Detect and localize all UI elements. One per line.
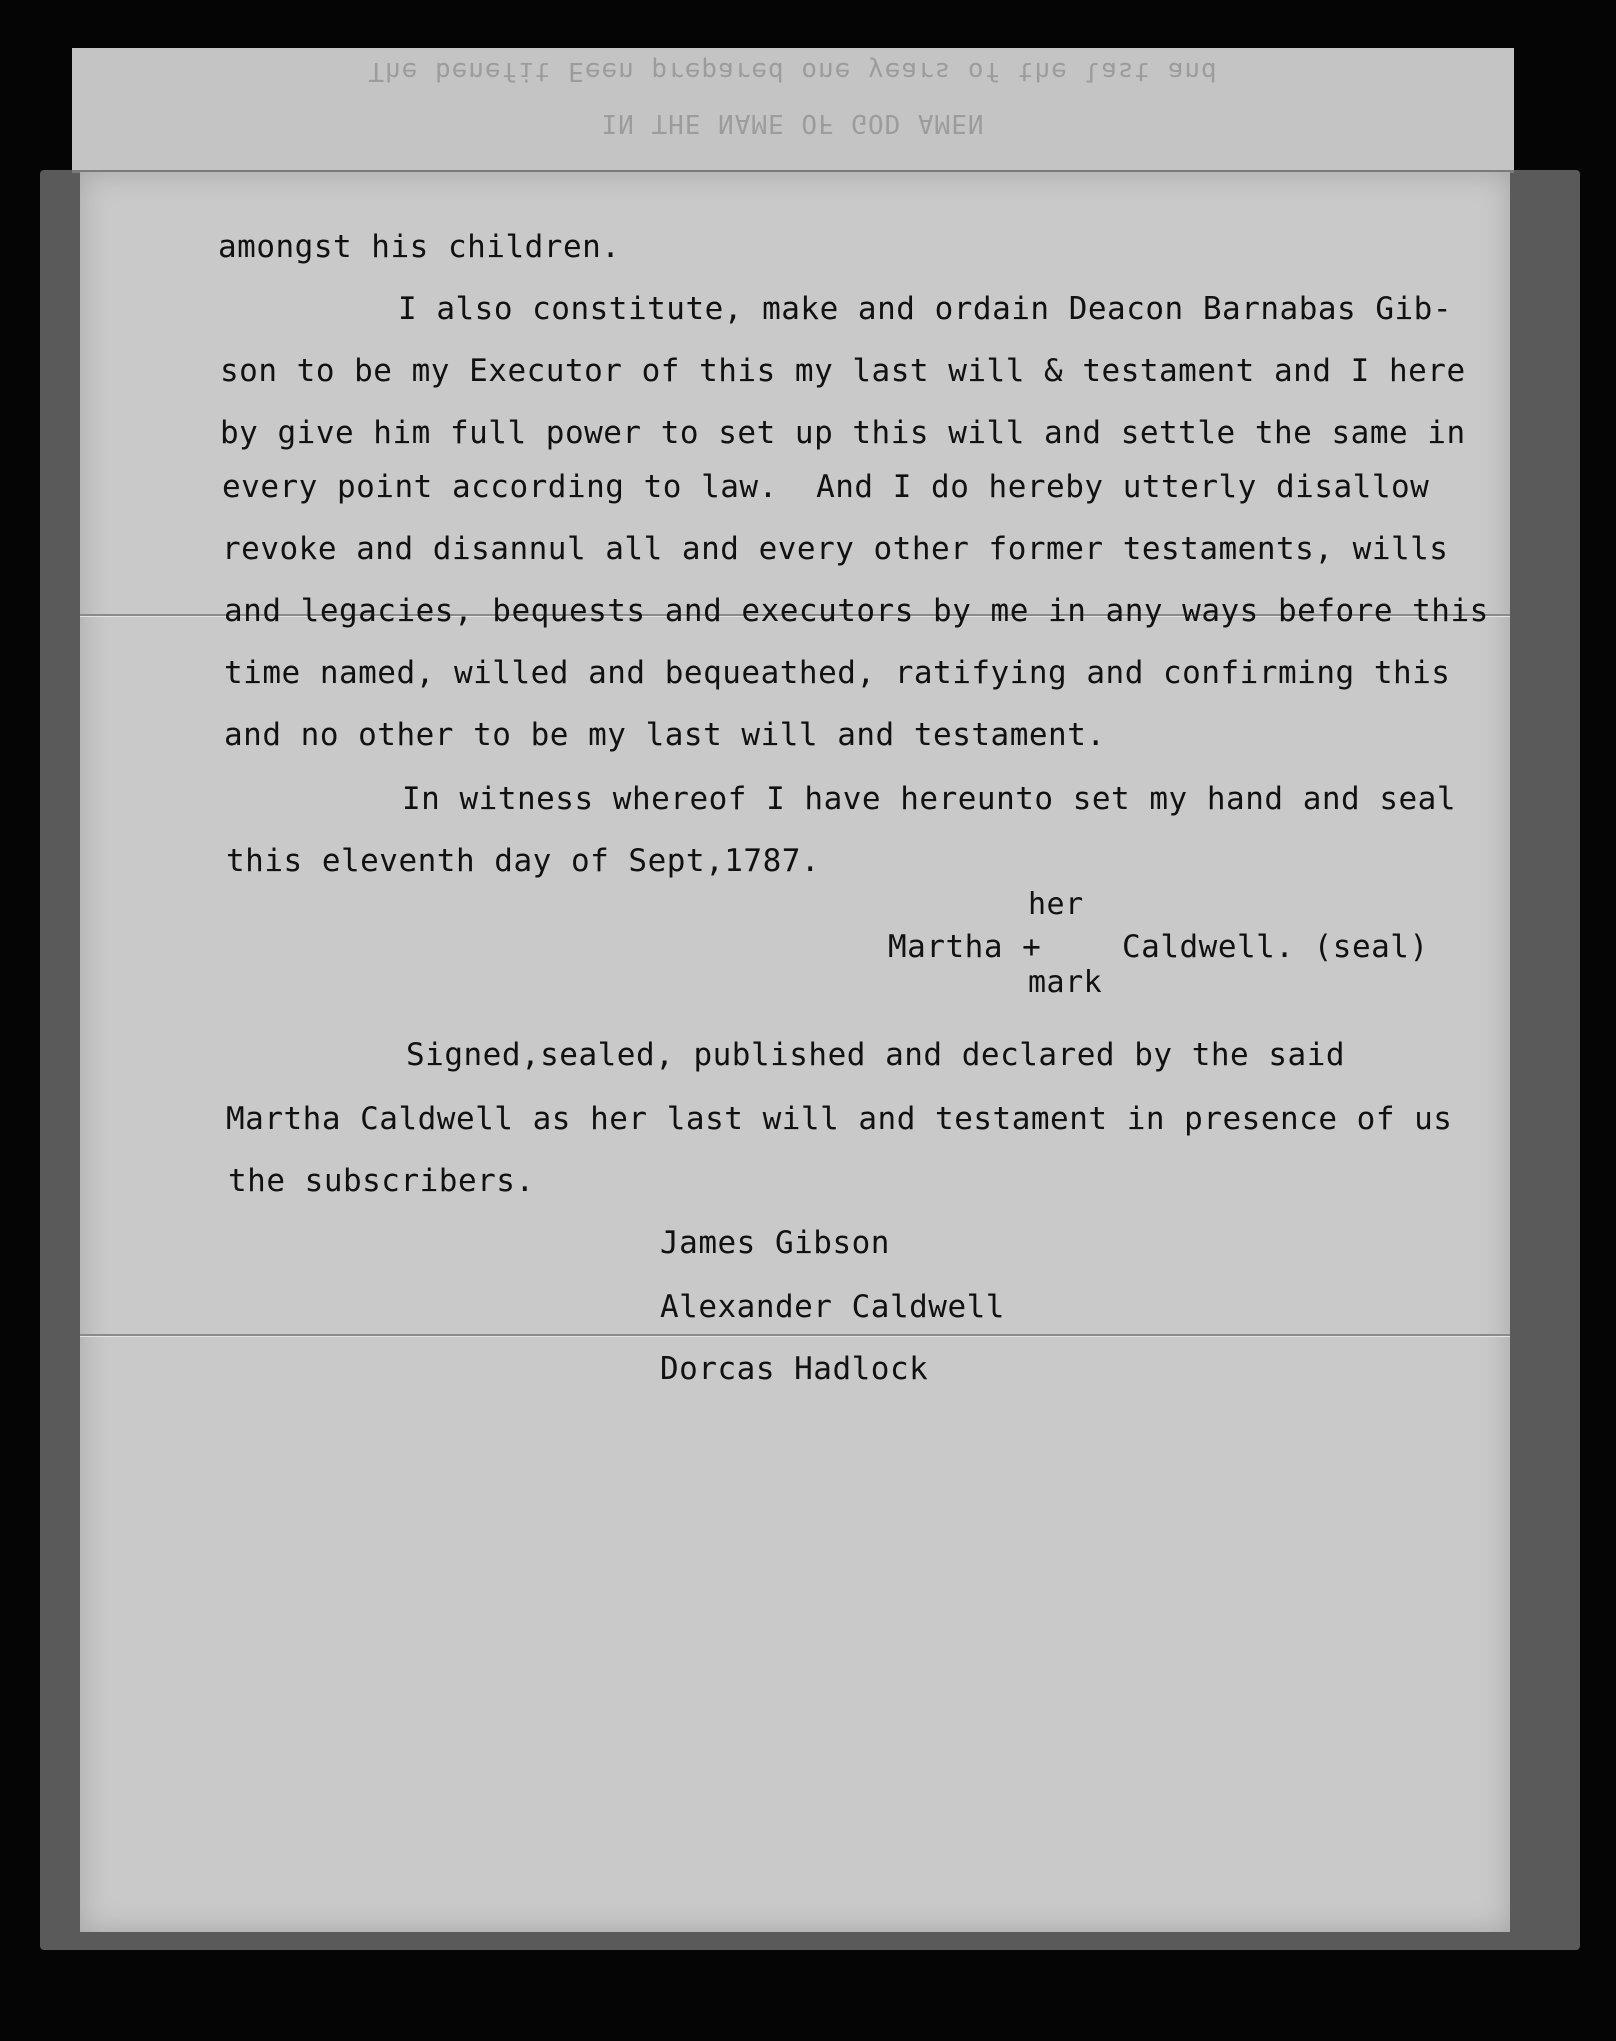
attestation-line: the subscribers.	[228, 1163, 535, 1199]
document-page	[80, 172, 1510, 1932]
signature-first-name: Martha +	[888, 929, 1042, 965]
text-line: son to be my Executor of this my last will & testament and I here	[220, 353, 1466, 389]
text-line: this eleventh day of Sept,1787.	[226, 843, 821, 879]
text-line: revoke and disannul all and every other former testaments, wills	[222, 531, 1449, 567]
folded-top-flap	[72, 48, 1514, 173]
attestation-line: Signed,sealed, published and declared by the said	[406, 1037, 1346, 1073]
witness-name: Dorcas Hadlock	[660, 1351, 929, 1387]
text-line: and no other to be my last will and testament.	[224, 717, 1106, 753]
fold-crease	[80, 1334, 1510, 1337]
text-line: time named, willed and bequeathed, ratifying and confirming this	[224, 655, 1451, 691]
witness-name: James Gibson	[660, 1225, 890, 1261]
signature-her: her	[1028, 887, 1084, 922]
attestation-line: Martha Caldwell as her last will and testament in presence of us	[226, 1101, 1453, 1137]
text-line: by give him full power to set up this will and settle the same in	[220, 415, 1466, 451]
text-line: In witness whereof I have hereunto set my hand and seal	[402, 781, 1456, 817]
flap-bleedthrough-heading: IN THE NAME OF GOD AMEN	[601, 108, 985, 138]
text-line: amongst his children.	[218, 229, 621, 265]
signature-mark: mark	[1028, 965, 1103, 1000]
signature-last-name: Caldwell. (seal)	[1122, 929, 1429, 965]
text-line: every point according to law. And I do hereby utterly disallow	[222, 469, 1430, 505]
text-line: I also constitute, make and ordain Deacon Barnabas Gib-	[398, 291, 1452, 327]
flap-bleedthrough-text: The benefit Eeen prepared one years of the last and	[368, 56, 1218, 86]
witness-name: Alexander Caldwell	[660, 1289, 1005, 1325]
text-line: and legacies, bequests and executors by me in any ways before this	[224, 593, 1489, 629]
